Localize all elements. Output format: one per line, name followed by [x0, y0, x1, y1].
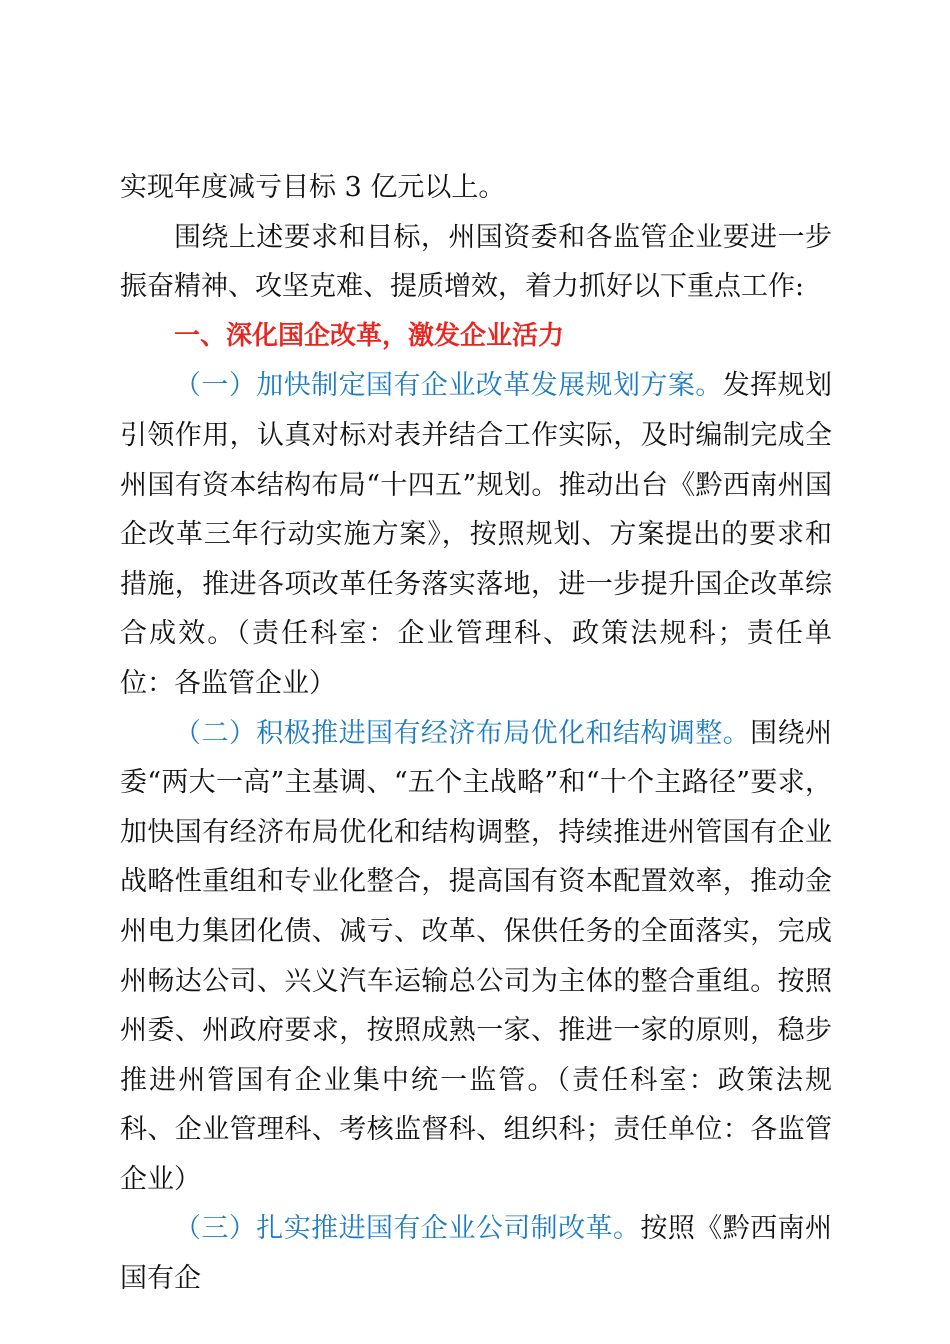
- paragraph-intro: [120, 213, 832, 312]
- subsection-title: （二）积极推进国有经济布局优化和结构调整。: [174, 717, 751, 749]
- paragraph-text: 围绕上述要求和目标，州国资委和各监管企业要进一步振奋精神、攻坚克难、提质增效，着力抓好以下重点工作:: [120, 221, 832, 303]
- subsection-body: 围绕州委“两大一高”主基调、“五个主战略”和“十个主路径”要求，加快国有经济布局优化和结构调整，持续推进州管国有企业战略性重组和专业化整合，提高国有资本配置效率，推动金州电力集团化债、减亏、改革、保供任务的全面落实，完成州畅达公司、兴义汽车运输总公司为主体的整合重组。按照州委、州政府要求，按照成熟一家、推进一家的原则，稳步推进州管国有企业集中统一监管。（责任科室：政策法规科、企业管理科、考核监督科、组织科；责任单位：各监管企业）: [120, 717, 833, 1195]
- paragraph-loss-target: [120, 163, 832, 213]
- subsection-1: [120, 361, 832, 708]
- paragraph-text: 实现年度减亏目标 3 亿元以上。: [120, 172, 506, 203]
- subsection-body: 发挥规划引领作用，认真对标对表并结合工作实际，及时编制完成全州国有资本结构布局“十四五”规划。推动出台《黔西南州国企改革三年行动实施方案》，按照规划、方案提出的要求和措施，推进各项改革任务落实落地，进一步提升国企改革综合成效。（责任科室：企业管理科、政策法规科；责任单位：各监管企业）: [120, 370, 833, 699]
- subsection-title: （三）扎实推进国有企业公司制改革。: [174, 1213, 641, 1245]
- heading-text: 一、深化国企改革，激发企业活力: [174, 320, 565, 351]
- subsection-title: （一）加快制定国有企业改革发展规划方案。: [174, 370, 723, 402]
- subsection-3: [120, 1204, 832, 1303]
- section-heading-reform: [120, 312, 832, 362]
- subsection-2: [120, 709, 832, 1205]
- subsection-body: 按照《黔西南州国有企: [120, 1213, 832, 1295]
- document-page: [120, 163, 832, 1304]
